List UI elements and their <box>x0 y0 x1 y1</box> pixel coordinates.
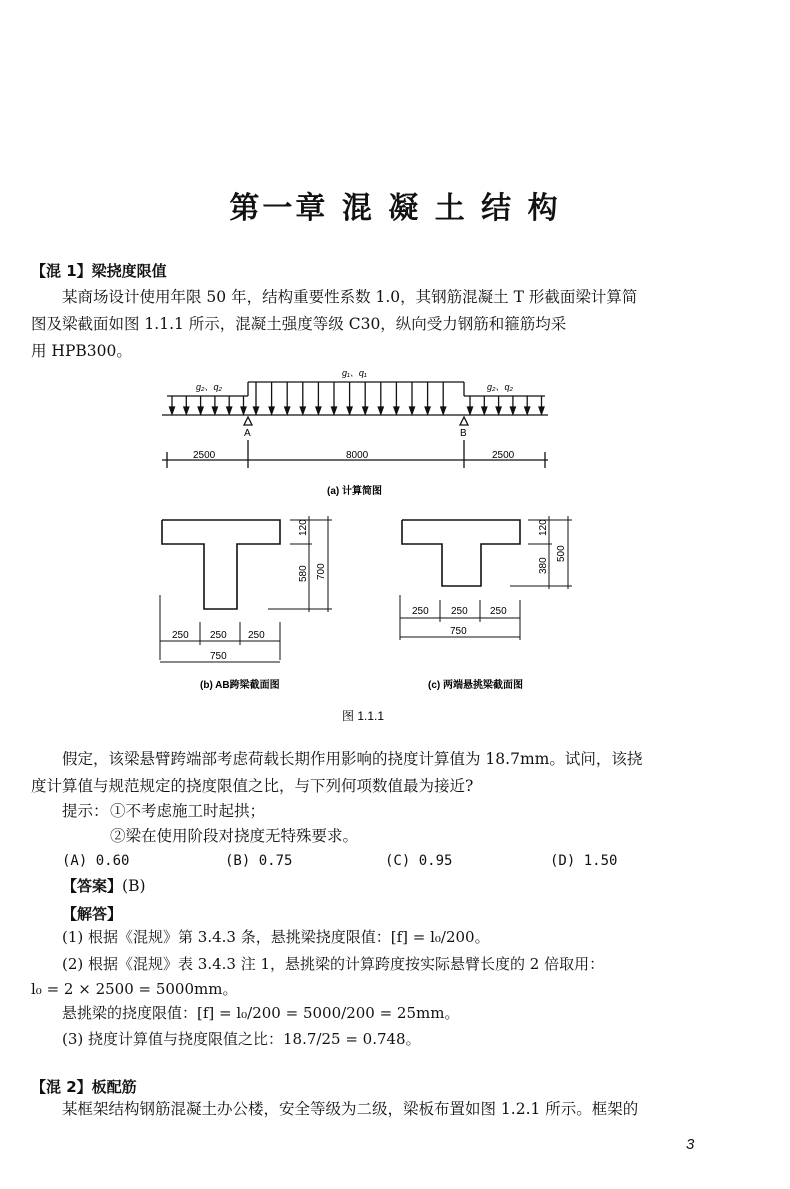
dim-b-bottom-2: 250 <box>210 630 227 641</box>
support-b-icon <box>460 417 468 425</box>
load-label-right: g₂、q₂ <box>487 382 513 392</box>
question-line: 假定，该梁悬臂跨端部考虑荷载长期作用影响的挠度计算值为 18.7mm。试问，该挠 <box>62 750 643 768</box>
load-label-left: g₂、q₂ <box>196 382 222 392</box>
load-arrowhead <box>332 407 337 414</box>
load-arrowhead <box>316 407 321 414</box>
load-arrowhead <box>170 407 175 414</box>
dim-c-bottom-1: 250 <box>412 606 429 617</box>
support-a-label: A <box>244 428 251 439</box>
solution-line: (1) 根据《混规》第 3.4.3 条，悬挑梁挠度限值：[f] = l₀/200。 <box>62 928 490 946</box>
dim-c-width: 750 <box>450 626 467 637</box>
load-arrowhead <box>510 407 515 414</box>
dim-span-1: 2500 <box>193 450 216 461</box>
option-d: (D) 1.50 <box>550 853 618 869</box>
t-section-b <box>162 520 280 609</box>
load-arrowhead <box>227 407 232 414</box>
dim-b-bottom-3: 250 <box>248 630 265 641</box>
question-line: 度计算值与规范规定的挠度限值之比，与下列何项数值最为接近? <box>31 777 474 795</box>
load-arrowhead <box>300 407 305 414</box>
dim-b-total: 700 <box>316 563 327 580</box>
load-arrowhead <box>269 407 274 414</box>
dim-span-3: 2500 <box>492 450 515 461</box>
dim-b-width: 750 <box>210 651 227 662</box>
load-arrowhead <box>482 407 487 414</box>
problem-2-header: 【混 2】板配筋 <box>31 1078 137 1096</box>
solution-line: 悬挑梁的挠度限值：[f] = l₀/200 = 5000/200 = 25mm。 <box>62 1004 460 1022</box>
solution-lines <box>62 924 722 978</box>
load-label-mid: g₁、q₁ <box>342 368 367 378</box>
dim-c-flange: 120 <box>538 519 549 536</box>
dim-b-web: 580 <box>298 565 309 582</box>
dim-b-bottom-1: 250 <box>172 630 189 641</box>
caption-b: (b) AB跨梁截面图 <box>200 680 280 691</box>
load-arrowhead <box>468 407 473 414</box>
load-arrowhead <box>378 407 383 414</box>
answer-value: (B) <box>122 877 146 895</box>
load-arrowhead <box>394 407 399 414</box>
support-a-icon <box>244 417 252 425</box>
load-arrowhead <box>285 407 290 414</box>
figure-1-1-1 <box>0 360 790 730</box>
load-arrowhead <box>441 407 446 414</box>
load-arrowhead <box>212 407 217 414</box>
dim-span-2: 8000 <box>346 450 369 461</box>
hint-label: 提示： <box>62 802 109 820</box>
intro-line: 用 HPB300。 <box>31 342 132 360</box>
dim-c-web: 380 <box>538 557 549 574</box>
page-number: 3 <box>686 1136 695 1153</box>
intro-line: 图及梁截面如图 1.1.1 所示，混凝土强度等级 C30，纵向受力钢筋和箍筋均采 <box>31 315 567 333</box>
load-arrowhead <box>525 407 530 414</box>
load-arrowhead <box>496 407 501 414</box>
t-section-c <box>402 520 520 586</box>
chapter-title: 第一章 混 凝 土 结 构 <box>229 191 561 226</box>
solution-line: (2) 根据《混规》表 3.4.3 注 1，悬挑梁的计算跨度按实际悬臂长度的 2 倍取用： <box>62 955 605 973</box>
answer-row <box>62 873 146 900</box>
solution-line: l₀ = 2 × 2500 = 5000mm。 <box>31 980 238 998</box>
section-c <box>402 520 520 586</box>
load-arrowhead <box>184 407 189 414</box>
dim-b-flange: 120 <box>298 519 309 536</box>
problem-1-header: 【混 1】梁挠度限值 <box>31 262 167 280</box>
caption-c: (c) 两端悬挑梁截面图 <box>428 680 523 691</box>
load-arrowhead <box>539 407 544 414</box>
intro-line: 某商场设计使用年限 50 年，结构重要性系数 1.0，其钢筋混凝土 T 形截面梁计算简 <box>62 288 638 306</box>
solution-line: (3) 挠度计算值与挠度限值之比：18.7/25 = 0.748。 <box>62 1030 421 1048</box>
problem-1-intro <box>31 284 721 365</box>
option-a: (A) 0.60 <box>62 853 130 869</box>
dim-c-total: 500 <box>556 545 567 562</box>
support-b-label: B <box>460 428 467 439</box>
load-arrowhead <box>241 407 246 414</box>
option-c: (C) 0.95 <box>385 853 453 869</box>
caption-a: (a) 计算简图 <box>327 486 382 497</box>
answer-label: 【答案】 <box>62 877 123 895</box>
dim-c-bottom-2: 250 <box>451 606 468 617</box>
solution-label: 【解答】 <box>62 905 123 923</box>
figure-number: 图 1.1.1 <box>342 709 385 723</box>
problem-1-question <box>31 746 721 800</box>
load-arrowhead <box>410 407 415 414</box>
section-b <box>162 520 280 609</box>
load-arrowhead <box>363 407 368 414</box>
load-arrowhead <box>425 407 430 414</box>
load-arrowhead <box>198 407 203 414</box>
load-arrowhead <box>347 407 352 414</box>
load-arrowhead <box>254 407 259 414</box>
option-b: (B) 0.75 <box>225 853 293 869</box>
dim-c-bottom-3: 250 <box>490 606 507 617</box>
problem-2-intro: 某框架结构钢筋混凝土办公楼，安全等级为二级，梁板布置如图 1.2.1 所示。框架的 <box>62 1100 639 1118</box>
hint-2: ②梁在使用阶段对挠度无特殊要求。 <box>110 827 359 845</box>
hint-1: ①不考虑施工时起拱； <box>110 802 266 820</box>
